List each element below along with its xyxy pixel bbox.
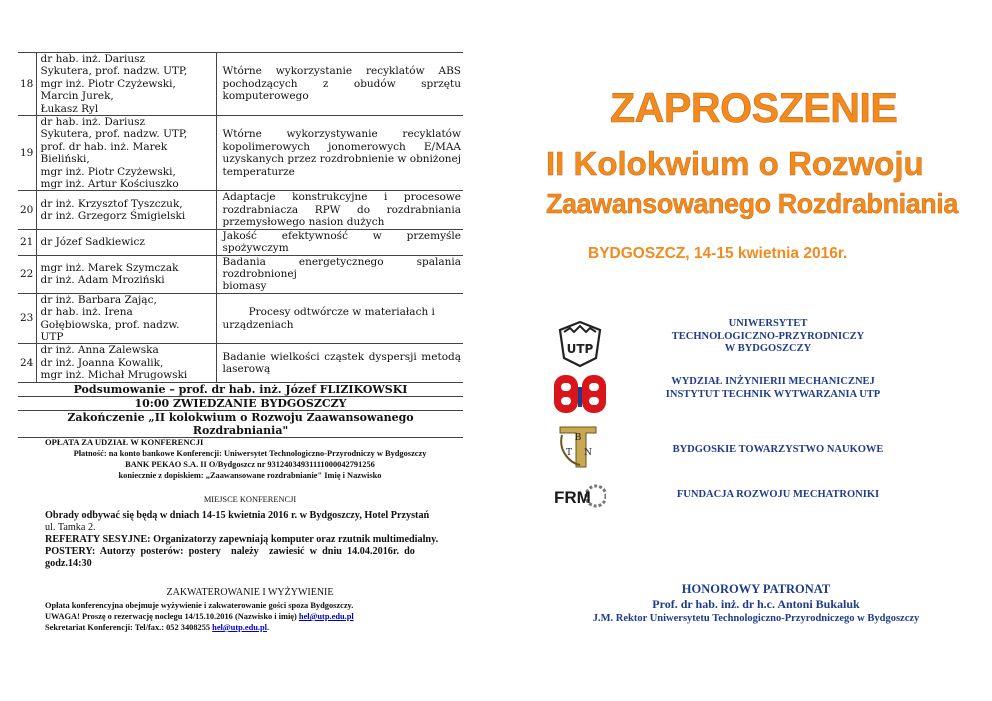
row-number: 24 bbox=[18, 344, 36, 382]
author-line: mgr inż. Artur Kościuszko bbox=[40, 178, 179, 191]
patron-name: Prof. dr hab. inż. dr h.c. Antoni Bukaluk bbox=[652, 597, 860, 611]
event-name-line2: Zaawansowanego Rozdrabniania bbox=[546, 188, 958, 219]
author-line: mgr inż. Marek Szymczak bbox=[40, 261, 179, 274]
author-line: Marcin Jurek, bbox=[40, 90, 114, 103]
utp-logo-text: UTP bbox=[566, 342, 594, 356]
patron-role: J.M. Rektor Uniwersytetu Technologiczno-Przyrodniczego w Bydgoszczy bbox=[592, 613, 920, 624]
program-summary bbox=[18, 383, 463, 438]
title-line: uzyskanych przez rozdrobnienie w obniżonej bbox=[222, 153, 462, 166]
author-line: dr inż. Barbara Zając, bbox=[40, 293, 157, 306]
org-utp bbox=[648, 318, 888, 356]
row-number: 18 bbox=[18, 53, 36, 116]
program-panel bbox=[18, 52, 463, 438]
row-number: 22 bbox=[18, 255, 36, 293]
program-row bbox=[18, 255, 463, 293]
program-table bbox=[18, 52, 463, 383]
program-row bbox=[18, 293, 463, 344]
org-line: UNIWERSYTET bbox=[728, 318, 808, 329]
author-line: mgr inż. Michał Mrugowski bbox=[40, 369, 188, 382]
row-authors bbox=[36, 229, 216, 255]
row-authors bbox=[36, 293, 216, 344]
author-line: dr hab. inż. Dariusz bbox=[40, 53, 146, 65]
venue-line: ul. Tamka 2. bbox=[45, 522, 96, 533]
title-line: temperaturze bbox=[222, 165, 295, 178]
org-wim bbox=[648, 376, 898, 401]
btn-logo-icon bbox=[556, 423, 602, 471]
title-line: Jakość efektywność w przemyśle spożywczym bbox=[222, 229, 461, 255]
row-number: 19 bbox=[18, 116, 36, 191]
lodging-heading: ZAKWATEROWANIE I WYŻYWIENIE bbox=[166, 587, 334, 598]
row-number: 21 bbox=[18, 229, 36, 255]
program-row bbox=[18, 344, 463, 382]
title-line: Procesy odtwórcze w materiałach i urządzeniach bbox=[222, 306, 435, 331]
title-line: kopolimerowych jonomerowych E/MAA bbox=[222, 140, 461, 153]
org-line: W BYDGOSZCZY bbox=[724, 343, 812, 354]
wim-logo-icon bbox=[552, 373, 608, 415]
row-title bbox=[216, 116, 463, 191]
lodging-section bbox=[45, 587, 455, 633]
title-line: Badania energetycznego spalania rozdrobnionej bbox=[222, 255, 461, 280]
summary-line: 10:00 ZWIEDZANIE BYDGOSZCZY bbox=[18, 397, 463, 411]
row-title bbox=[216, 191, 463, 229]
author-line: dr inż. Joanna Kowalik, bbox=[40, 356, 164, 369]
row-title bbox=[216, 344, 463, 382]
btn-logo-text: N bbox=[584, 448, 592, 458]
title-line: laserową bbox=[222, 362, 271, 375]
title-line: pochodzących z obudów sprzętu komputerowego bbox=[222, 77, 461, 103]
org-frm bbox=[648, 489, 908, 502]
org-line: BYDGOSKIE TOWARZYSTWO NAUKOWE bbox=[672, 444, 884, 455]
row-authors bbox=[36, 191, 216, 229]
row-authors bbox=[36, 53, 216, 116]
email-link[interactable]: hel@utp.edu.pl bbox=[298, 612, 354, 621]
title-line: Wtórne wykorzystywanie recyklatów bbox=[222, 128, 461, 141]
summary-line: Podsumowanie – prof. dr hab. inż. Józef FLIZIKOWSKI bbox=[18, 383, 463, 397]
author-line: Sykutera, prof. nadzw. UTP, bbox=[40, 65, 188, 78]
lodging-line bbox=[45, 611, 455, 622]
title-line: Adaptacje konstrukcyjne i procesowe bbox=[222, 191, 461, 204]
author-line: Gołębiowska, prof. nadzw. bbox=[40, 318, 180, 331]
lodging-text: . bbox=[266, 623, 270, 632]
author-line: Sykutera, prof. nadzw. UTP, bbox=[40, 128, 188, 141]
org-line: FUNDACJA ROZWOJU MECHATRONIKI bbox=[676, 489, 880, 500]
row-title bbox=[216, 293, 463, 344]
org-line: TECHNOLOGICZNO-PRZYRODNICZY bbox=[671, 330, 865, 342]
utp-logo-icon bbox=[556, 320, 604, 368]
email-link[interactable]: hel@utp.edu.pl bbox=[212, 623, 267, 632]
author-line: UTP bbox=[40, 330, 64, 343]
title-line: Badanie wielkości cząstek dyspersji metodą bbox=[222, 350, 461, 363]
author-line: mgr inż. Piotr Czyżewski, bbox=[40, 77, 176, 90]
title-line: biomasy bbox=[222, 280, 267, 293]
title-line: przemysłowego nasion dużych bbox=[222, 216, 385, 229]
row-title bbox=[216, 229, 463, 255]
row-title bbox=[216, 255, 463, 293]
lodging-line bbox=[45, 622, 455, 633]
author-line: dr hab. inż. Irena bbox=[40, 306, 133, 319]
author-line: dr inż. Krzysztof Tyszczuk, bbox=[40, 197, 183, 210]
row-number: 23 bbox=[18, 293, 36, 344]
summary-line: Zakończenie „II kolokwium o Rozwoju Zaawansowanego Rozdrabniania" bbox=[18, 411, 463, 438]
frm-logo-icon bbox=[552, 482, 606, 510]
venue-line: POSTERY: Autorzy posterów: postery należy zawiesić w dniu 14.04.2016r. do bbox=[45, 546, 415, 557]
payment-section bbox=[45, 437, 455, 481]
payment-line: BANK PEKAO S.A. II O/Bydgoszcz nr 93124034931111000042791256 bbox=[125, 460, 375, 469]
org-line: INSTYTUT TECHNIK WYTWARZANIA UTP bbox=[665, 388, 881, 400]
venue-line: Obrady odbywać się będą w dniach 14-15 kwietnia 2016 r. w Bydgoszczy, Hotel Przystań bbox=[45, 510, 430, 521]
venue-heading: MIEJSCE KONFERENCJI bbox=[203, 495, 297, 504]
program-row bbox=[18, 116, 463, 191]
payment-heading: OPŁATA ZA UDZIAŁ W KONFERENCJI bbox=[45, 437, 204, 447]
program-row bbox=[18, 229, 463, 255]
row-authors bbox=[36, 255, 216, 293]
lodging-line: Opłata konferencyjna obejmuje wyżywienie i zakwaterowanie gości spoza Bydgoszczy. bbox=[45, 601, 354, 610]
honorary-patronage bbox=[520, 582, 992, 626]
author-line: dr hab. inż. Dariusz bbox=[40, 116, 146, 129]
author-line: Łukasz Ryl bbox=[40, 102, 99, 115]
author-line: Bieliński, bbox=[40, 153, 90, 166]
title-line: Wtórne wykorzystanie recyklatów ABS bbox=[222, 65, 461, 78]
author-line: dr inż. Adam Mroziński bbox=[40, 274, 165, 287]
payment-line: Płatność: na konto bankowe Konferencji: Uniwersytet Technologiczno-Przyrodniczy w Bydgoszczy bbox=[73, 449, 427, 458]
author-line: mgr inż. Piotr Czyżewski, bbox=[40, 165, 176, 178]
patronage-heading: HONOROWY PATRONAT bbox=[681, 582, 831, 596]
row-authors bbox=[36, 116, 216, 191]
author-line: dr Józef Sadkiewicz bbox=[40, 235, 145, 248]
invitation-panel bbox=[520, 0, 992, 701]
btn-logo-text: B bbox=[574, 433, 582, 443]
btn-logo-text: T bbox=[565, 448, 573, 458]
frm-logo-text: FRM bbox=[554, 488, 591, 507]
lodging-text: Sekretariat Konferencji: Tel/fax.: 052 3408255 bbox=[45, 623, 213, 632]
author-line: prof. dr hab. inż. Marek bbox=[40, 140, 168, 153]
program-row bbox=[18, 53, 463, 116]
event-name-line1: II Kolokwium o Rozwoju bbox=[546, 145, 924, 182]
org-line: WYDZIAŁ INŻYNIERII MECHANICZNEJ bbox=[671, 376, 875, 387]
program-row bbox=[18, 191, 463, 229]
event-date: BYDGOSZCZ, 14-15 kwietnia 2016r. bbox=[588, 245, 848, 262]
lodging-text: UWAGA! Proszę o rezerwację noclegu 14/15.10.2016 (Nazwisko i imię) bbox=[45, 612, 299, 621]
venue-line: REFERATY SESYJNE: Organizatorzy zapewniają komputer oraz rzutnik multimedialny. bbox=[45, 534, 439, 545]
org-btn bbox=[648, 444, 908, 457]
author-line: dr inż. Anna Zalewska bbox=[40, 344, 159, 357]
venue-section bbox=[45, 494, 455, 570]
row-title bbox=[216, 53, 463, 116]
title-line: rozdrabniacza RPW do rozdrabniania bbox=[222, 203, 461, 216]
row-number: 20 bbox=[18, 191, 36, 229]
author-line: dr inż. Grzegorz Śmigielski bbox=[40, 210, 186, 223]
invitation-title: ZAPROSZENIE bbox=[610, 84, 898, 131]
payment-line: koniecznie z dopiskiem: „Zaawansowane rozdrabnianie" Imię i Nazwisko bbox=[118, 471, 382, 480]
venue-line: godz.14:30 bbox=[45, 558, 92, 569]
row-authors bbox=[36, 344, 216, 382]
